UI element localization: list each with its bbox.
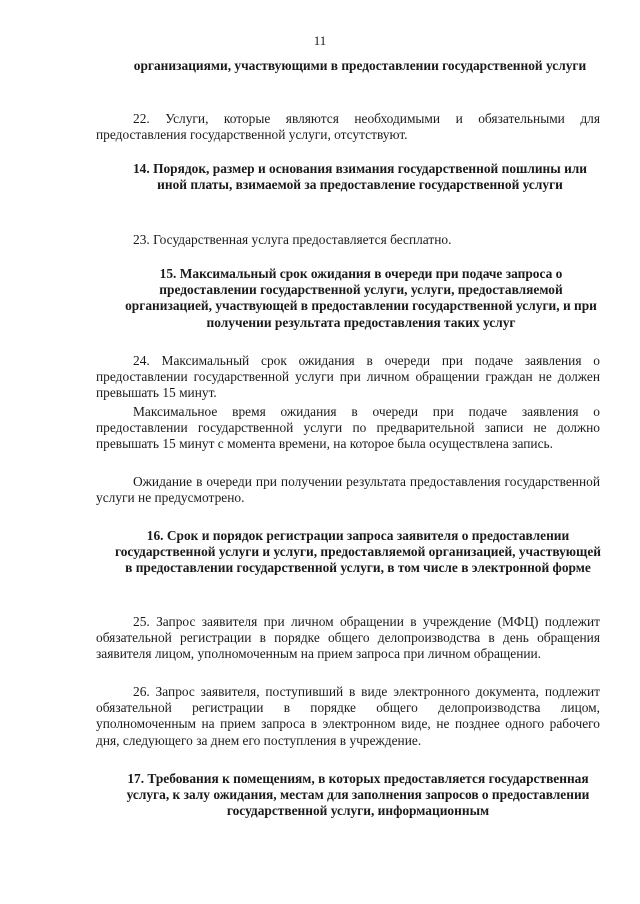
section-13-heading-tail: организациями, участвующими в предоставлении государственной услуги: [133, 58, 587, 73]
paragraph-23: 23. Государственная услуга предоставляется бесплатно.: [133, 232, 452, 247]
paragraph-22: 22. Услуги, которые являются необходимыми и обязательными для предоставления государственной услуги, отсутствуют.: [96, 111, 600, 143]
paragraph-25: 25. Запрос заявителя при личном обращении в учреждение (МФЦ) подлежит обязательной регистрации в порядке общего делопроизводства в день обращения заявителя лицом, уполномоченным на прием запроса при личном обращении.: [96, 614, 600, 662]
section-14-heading: 14. Порядок, размер и основания взимания государственной пошлины или иной платы, взимаемой за предоставление государственной услуги: [132, 161, 588, 193]
section-15-heading: 15. Максимальный срок ожидания в очереди при подаче запроса о предоставлении государственной услуги, услуги, предоставляемой организацией, участвующей в предоставлении государственной услуги, и при получении результата предоставления таких услуг: [125, 266, 597, 330]
page-number: 11: [313, 33, 327, 48]
paragraph-24: 24. Максимальный срок ожидания в очереди при подаче заявления о предоставлении государственной услуги при личном обращении граждан не должен превышать 15 минут.: [96, 353, 600, 401]
section-17-heading: 17. Требования к помещениям, в которых предоставляется государственная услуга, к залу ожидания, местам для заполнения запросов о предоставлении государственной услуги, информационным: [126, 771, 590, 819]
section-16-heading: 16. Срок и порядок регистрации запроса заявителя о предоставлении государственной услуги и услуги, предоставляемой организацией, участвующей в предоставлении государственной услуги, в том числе в электронной форме: [114, 528, 601, 576]
paragraph-24-result-queue: Ожидание в очереди при получении результата предоставления государственной услуги не предусмотрено.: [96, 474, 600, 506]
paragraph-26: 26. Запрос заявителя, поступивший в виде электронного документа, подлежит обязательной регистрации в порядке общего делопроизводства лицом, уполномоченным на прием запроса в электронном виде, не позднее одного рабочего дня, следующего за днем его поступления в учреждение.: [96, 684, 600, 748]
paragraph-24-waiting-time: Максимальное время ожидания в очереди при подаче заявления о предоставлении государственной услуги по предварительной записи не должно превышать 15 минут с момента времени, на которое была осуществлена запись.: [96, 404, 600, 452]
